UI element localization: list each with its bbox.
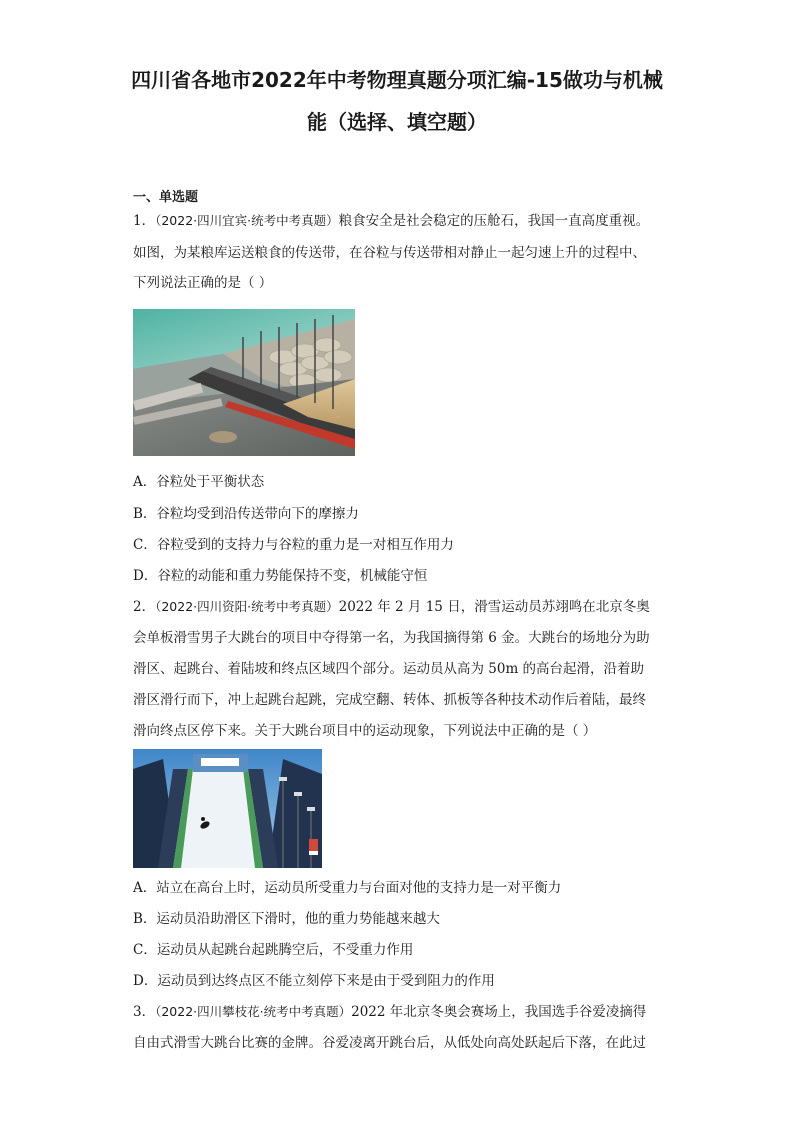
document-title-line-1: 四川省各地市2022年中考物理真题分项汇编-15做功与机械: [131, 68, 663, 92]
question-2-source: （2022·四川资阳·统考中考真题）: [155, 599, 339, 614]
question-1-option-a: A．谷粒处于平衡状态: [133, 474, 265, 490]
question-1-text: 粮食安全是社会稳定的压舱石，我国一直高度重视。: [338, 213, 650, 229]
ski-jump-photo: [133, 749, 322, 868]
question-2-number: 2．: [133, 599, 156, 615]
question-3-number: 3．: [133, 1004, 156, 1020]
section-heading: 一、单选题: [133, 190, 199, 205]
document-title-line-2: 能（选择、填空题）: [307, 110, 487, 134]
question-2-line-4: 滑区滑行而下，冲上起跳台起跳，完成空翻、转体、抓板等各种技术动作后着陆，最终: [133, 692, 646, 708]
question-3-text: 2022 年北京冬奥会赛场上，我国选手谷爱凌摘得: [351, 1004, 647, 1020]
question-1-line-2: 如图，为某粮库运送粮食的传送带，在谷粒与传送带相对静止一起匀速上升的过程中、: [133, 245, 646, 261]
question-2-line-1: [133, 597, 650, 617]
question-2-line-3: 滑区、起跳台、着陆坡和终点区域四个部分。运动员从高为 50m 的高台起滑，沿着助: [133, 661, 645, 677]
question-3-line-1: [133, 1002, 646, 1022]
question-2-line-2: 会单板滑雪男子大跳台的项目中夺得第一名，为我国摘得第 6 金。大跳台的场地分为助: [133, 630, 650, 646]
question-1-line-1: [133, 211, 649, 231]
question-1-number: 1．: [133, 213, 156, 229]
question-1-line-3: 下列说法正确的是（ ）: [133, 275, 273, 291]
question-1-option-b: B．谷粒均受到沿传送带向下的摩擦力: [133, 506, 359, 522]
question-2-option-a: A．站立在高台上时，运动员所受重力与台面对他的支持力是一对平衡力: [133, 880, 562, 896]
question-2-text: 2022 年 2 月 15 日，滑雪运动员苏翊鸣在北京冬奥: [338, 599, 650, 615]
question-3-line-2: 自由式滑雪大跳台比赛的金牌。谷爱凌离开跳台后，从低处向高处跃起后下落，在此过: [133, 1035, 646, 1051]
question-1-option-d: D．谷粒的动能和重力势能保持不变，机械能守恒: [133, 568, 428, 584]
question-2-line-5: 滑向终点区停下来。关于大跳台项目中的运动现象，下列说法中正确的是（ ）: [133, 723, 597, 739]
question-2-option-c: C．运动员从起跳台起跳腾空后，不受重力作用: [133, 942, 414, 958]
question-2-option-d: D．运动员到达终点区不能立刻停下来是由于受到阻力的作用: [133, 973, 495, 989]
question-2-option-b: B．运动员沿助滑区下滑时，他的重力势能越来越大: [133, 911, 440, 927]
grain-conveyor-photo: [133, 309, 355, 456]
question-3-source: （2022·四川攀枝花·统考中考真题）: [155, 1004, 352, 1019]
question-1-option-c: C．谷粒受到的支持力与谷粒的重力是一对相互作用力: [133, 537, 454, 553]
question-1-source: （2022·四川宜宾·统考中考真题）: [155, 213, 339, 228]
